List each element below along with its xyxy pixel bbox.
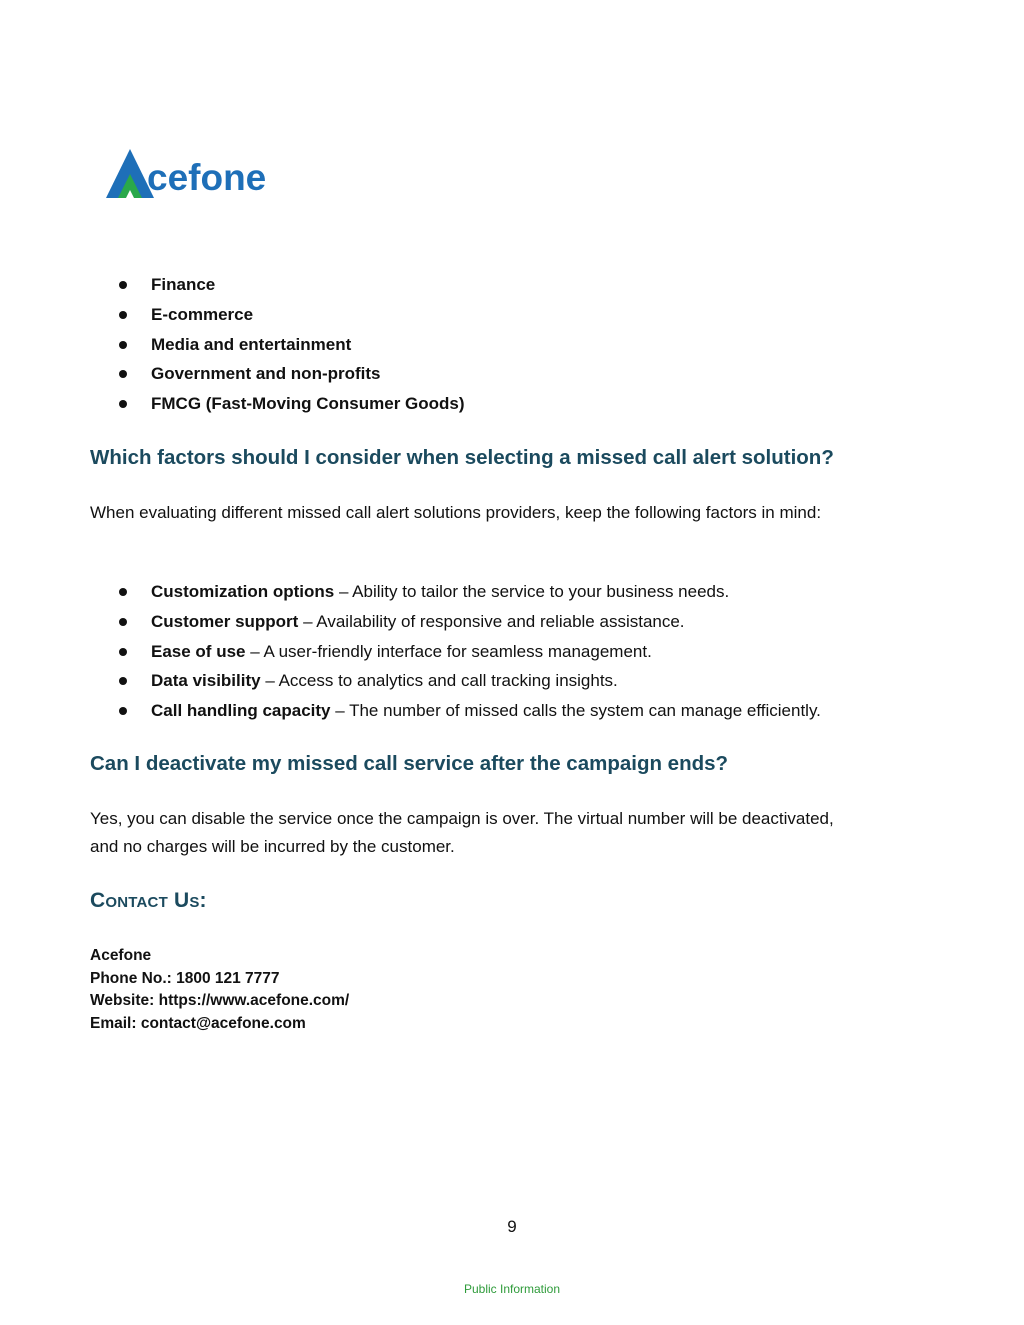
acefone-logo-mark	[104, 146, 284, 202]
contact-website: Website: https://www.acefone.com/	[90, 992, 350, 1009]
list-item: Media and entertainment	[0, 330, 465, 360]
list-item: E-commerce	[0, 300, 465, 330]
contact-block	[90, 945, 349, 1035]
list-item: Data visibility – Access to analytics and call tracking insights.	[0, 666, 821, 696]
contact-phone: Phone No.: 1800 121 7777	[90, 969, 280, 987]
footer-classification: Public Information	[463, 1282, 561, 1296]
bullet-icon	[119, 618, 127, 626]
bullet-icon	[119, 400, 127, 408]
bullet-icon	[119, 311, 127, 319]
bullet-icon	[119, 707, 127, 715]
bullet-icon	[119, 281, 127, 289]
bullet-icon	[119, 370, 127, 378]
contact-email: Email: contact@acefone.com	[90, 1014, 306, 1032]
logo-wordmark: cefone	[147, 157, 267, 198]
section-heading-deactivate: Can I deactivate my missed call service after the campaign ends?	[90, 752, 729, 775]
section-heading-factors: Which factors should I consider when selecting a missed call alert solution?	[90, 446, 834, 469]
list-item: FMCG (Fast-Moving Consumer Goods)	[0, 389, 465, 419]
page-number: 9	[507, 1217, 517, 1236]
contact-heading: Contact Us:	[90, 889, 207, 912]
factors-intro: When evaluating different missed call alert solutions providers, keep the following factors in mind:	[90, 503, 822, 522]
industry-list	[0, 270, 465, 419]
bullet-icon	[119, 588, 127, 596]
list-item: Ease of use – A user-friendly interface for seamless management.	[0, 637, 821, 667]
contact-company: Acefone	[90, 947, 152, 964]
list-item: Call handling capacity – The number of missed calls the system can manage efficiently.	[0, 696, 821, 726]
list-item: Customer support – Availability of responsive and reliable assistance.	[0, 607, 821, 637]
list-item: Government and non-profits	[0, 359, 465, 389]
bullet-icon	[119, 677, 127, 685]
bullet-icon	[119, 648, 127, 656]
list-item: Customization options – Ability to tailor the service to your business needs.	[0, 577, 821, 607]
bullet-icon	[119, 341, 127, 349]
factors-list	[0, 577, 821, 726]
list-item: Finance	[0, 270, 465, 300]
acefone-logo	[104, 146, 284, 202]
deactivate-body: Yes, you can disable the service once the campaign is over. The virtual number will be deactivated, and no charges will be incurred by the customer.	[90, 809, 834, 856]
